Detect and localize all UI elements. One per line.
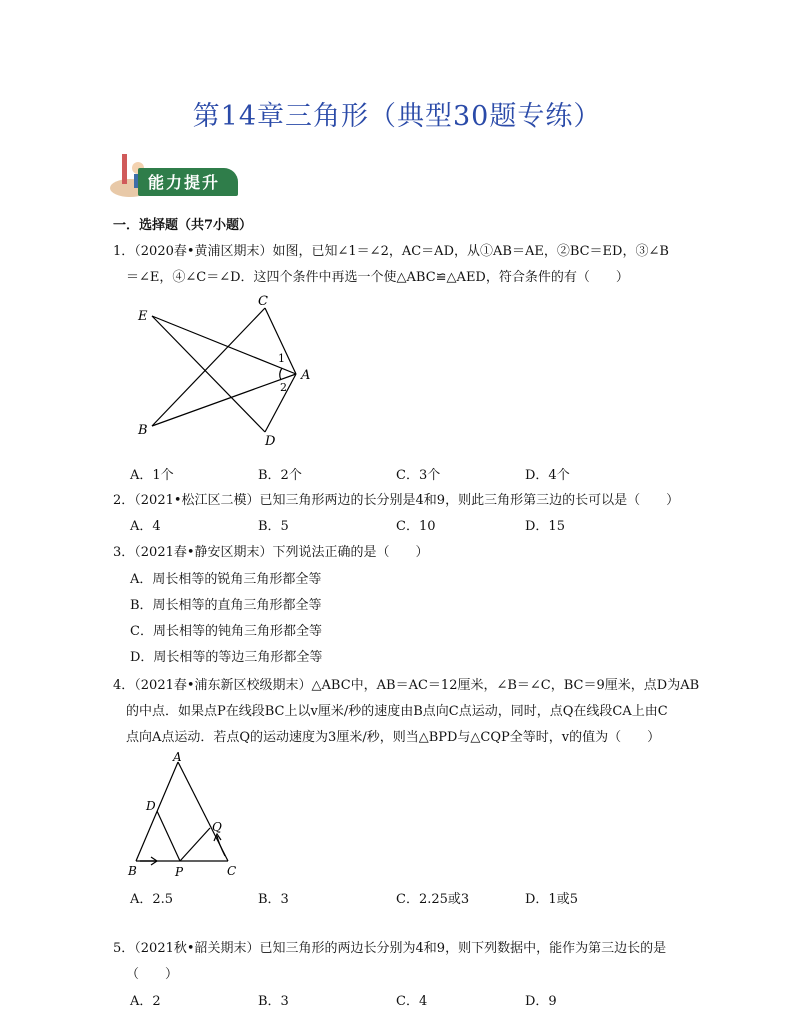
label-A: A <box>173 750 182 764</box>
label-D: D <box>146 799 156 813</box>
q3-option-c[interactable]: C．周长相等的钝角三角形都全等 <box>130 624 322 639</box>
q4-option-c[interactable]: C．2.25或3 <box>396 892 470 907</box>
segment-CB <box>152 308 265 426</box>
segment-ED <box>152 316 265 432</box>
q5-line2: （ ） <box>126 967 179 982</box>
q3-line1: 3．（2021春•静安区期末）下列说法正确的是（ ） <box>113 545 429 560</box>
q1-line1: 1．（2020春•黄浦区期末）如图，已知∠1＝∠2，AC＝AD，从①AB＝AE，②BC＝ED，③∠B <box>113 244 669 259</box>
q5-option-a[interactable]: A．2 <box>130 994 161 1009</box>
label-angle1: 1 <box>278 352 285 365</box>
segment-EA <box>152 316 296 374</box>
label-D: D <box>265 434 276 449</box>
label-P: P <box>175 865 184 879</box>
section-heading: 一．选择题（共7小题） <box>113 218 253 233</box>
segment-BA <box>152 374 296 426</box>
label-C: C <box>258 294 268 309</box>
segment-PQ <box>180 828 210 861</box>
q2-option-d[interactable]: D．15 <box>525 519 565 534</box>
badge-label: 能力提升 <box>148 173 221 192</box>
q2-line1: 2．（2021•松江区二模）已知三角形两边的长分别是4和9，则此三角形第三边的长可以是（ ） <box>113 493 680 508</box>
page-title: 第14章三角形（典型30题专练） <box>192 101 602 132</box>
ability-badge <box>108 150 240 200</box>
q3-option-d[interactable]: D．周长相等的等边三角形都全等 <box>130 650 323 665</box>
q4-option-b[interactable]: B．3 <box>258 892 289 907</box>
label-C: C <box>227 864 237 878</box>
q4-figure <box>122 748 252 880</box>
q5-option-d[interactable]: D．9 <box>525 994 557 1009</box>
angle-arc <box>280 368 282 380</box>
q1-option-a[interactable]: A．1个 <box>130 468 174 483</box>
q1-option-c[interactable]: C．3个 <box>396 468 441 483</box>
q4-line3: 点向A点运动．若点Q的运动速度为3厘米/秒，则当△BPD与△CQP全等时，v的值为（ ） <box>126 730 661 745</box>
q4-line2: 的中点．如果点P在线段BC上以v厘米/秒的速度由B点向C点运动，同时，点Q在线段CA上由C <box>126 704 668 719</box>
q1-option-d[interactable]: D．4个 <box>525 468 570 483</box>
q3-option-b[interactable]: B．周长相等的直角三角形都全等 <box>130 598 322 613</box>
q4-option-a[interactable]: A．2.5 <box>130 892 174 907</box>
label-B: B <box>128 864 137 878</box>
q2-option-a[interactable]: A．4 <box>130 519 161 534</box>
label-angle2: 2 <box>280 381 287 394</box>
q1-option-b[interactable]: B．2个 <box>258 468 302 483</box>
q5-option-c[interactable]: C．4 <box>396 994 428 1009</box>
q2-option-b[interactable]: B．5 <box>258 519 289 534</box>
label-E: E <box>138 309 148 324</box>
q5-line1: 5．（2021秋•韶关期末）已知三角形的两边长分别为4和9，则下列数据中，能作为第三边长的是 <box>113 941 667 956</box>
segment-DP <box>157 811 180 861</box>
q1-figure <box>130 290 330 450</box>
q4-option-d[interactable]: D．1或5 <box>525 892 578 907</box>
q1-line2: ＝∠E，④∠C＝∠D．这四个条件中再选一个使△ABC≌△AED，符合条件的有（ ） <box>126 270 629 285</box>
q2-option-c[interactable]: C．10 <box>396 519 436 534</box>
label-B: B <box>138 423 148 438</box>
q4-line1: 4．（2021春•浦东新区校级期末）△ABC中，AB＝AC＝12厘米，∠B＝∠C，BC＝9厘米，点D为AB <box>113 678 700 693</box>
q5-option-b[interactable]: B．3 <box>258 994 289 1009</box>
label-A: A <box>301 368 311 383</box>
q3-option-a[interactable]: A．周长相等的锐角三角形都全等 <box>130 572 322 587</box>
label-Q: Q <box>212 820 222 834</box>
